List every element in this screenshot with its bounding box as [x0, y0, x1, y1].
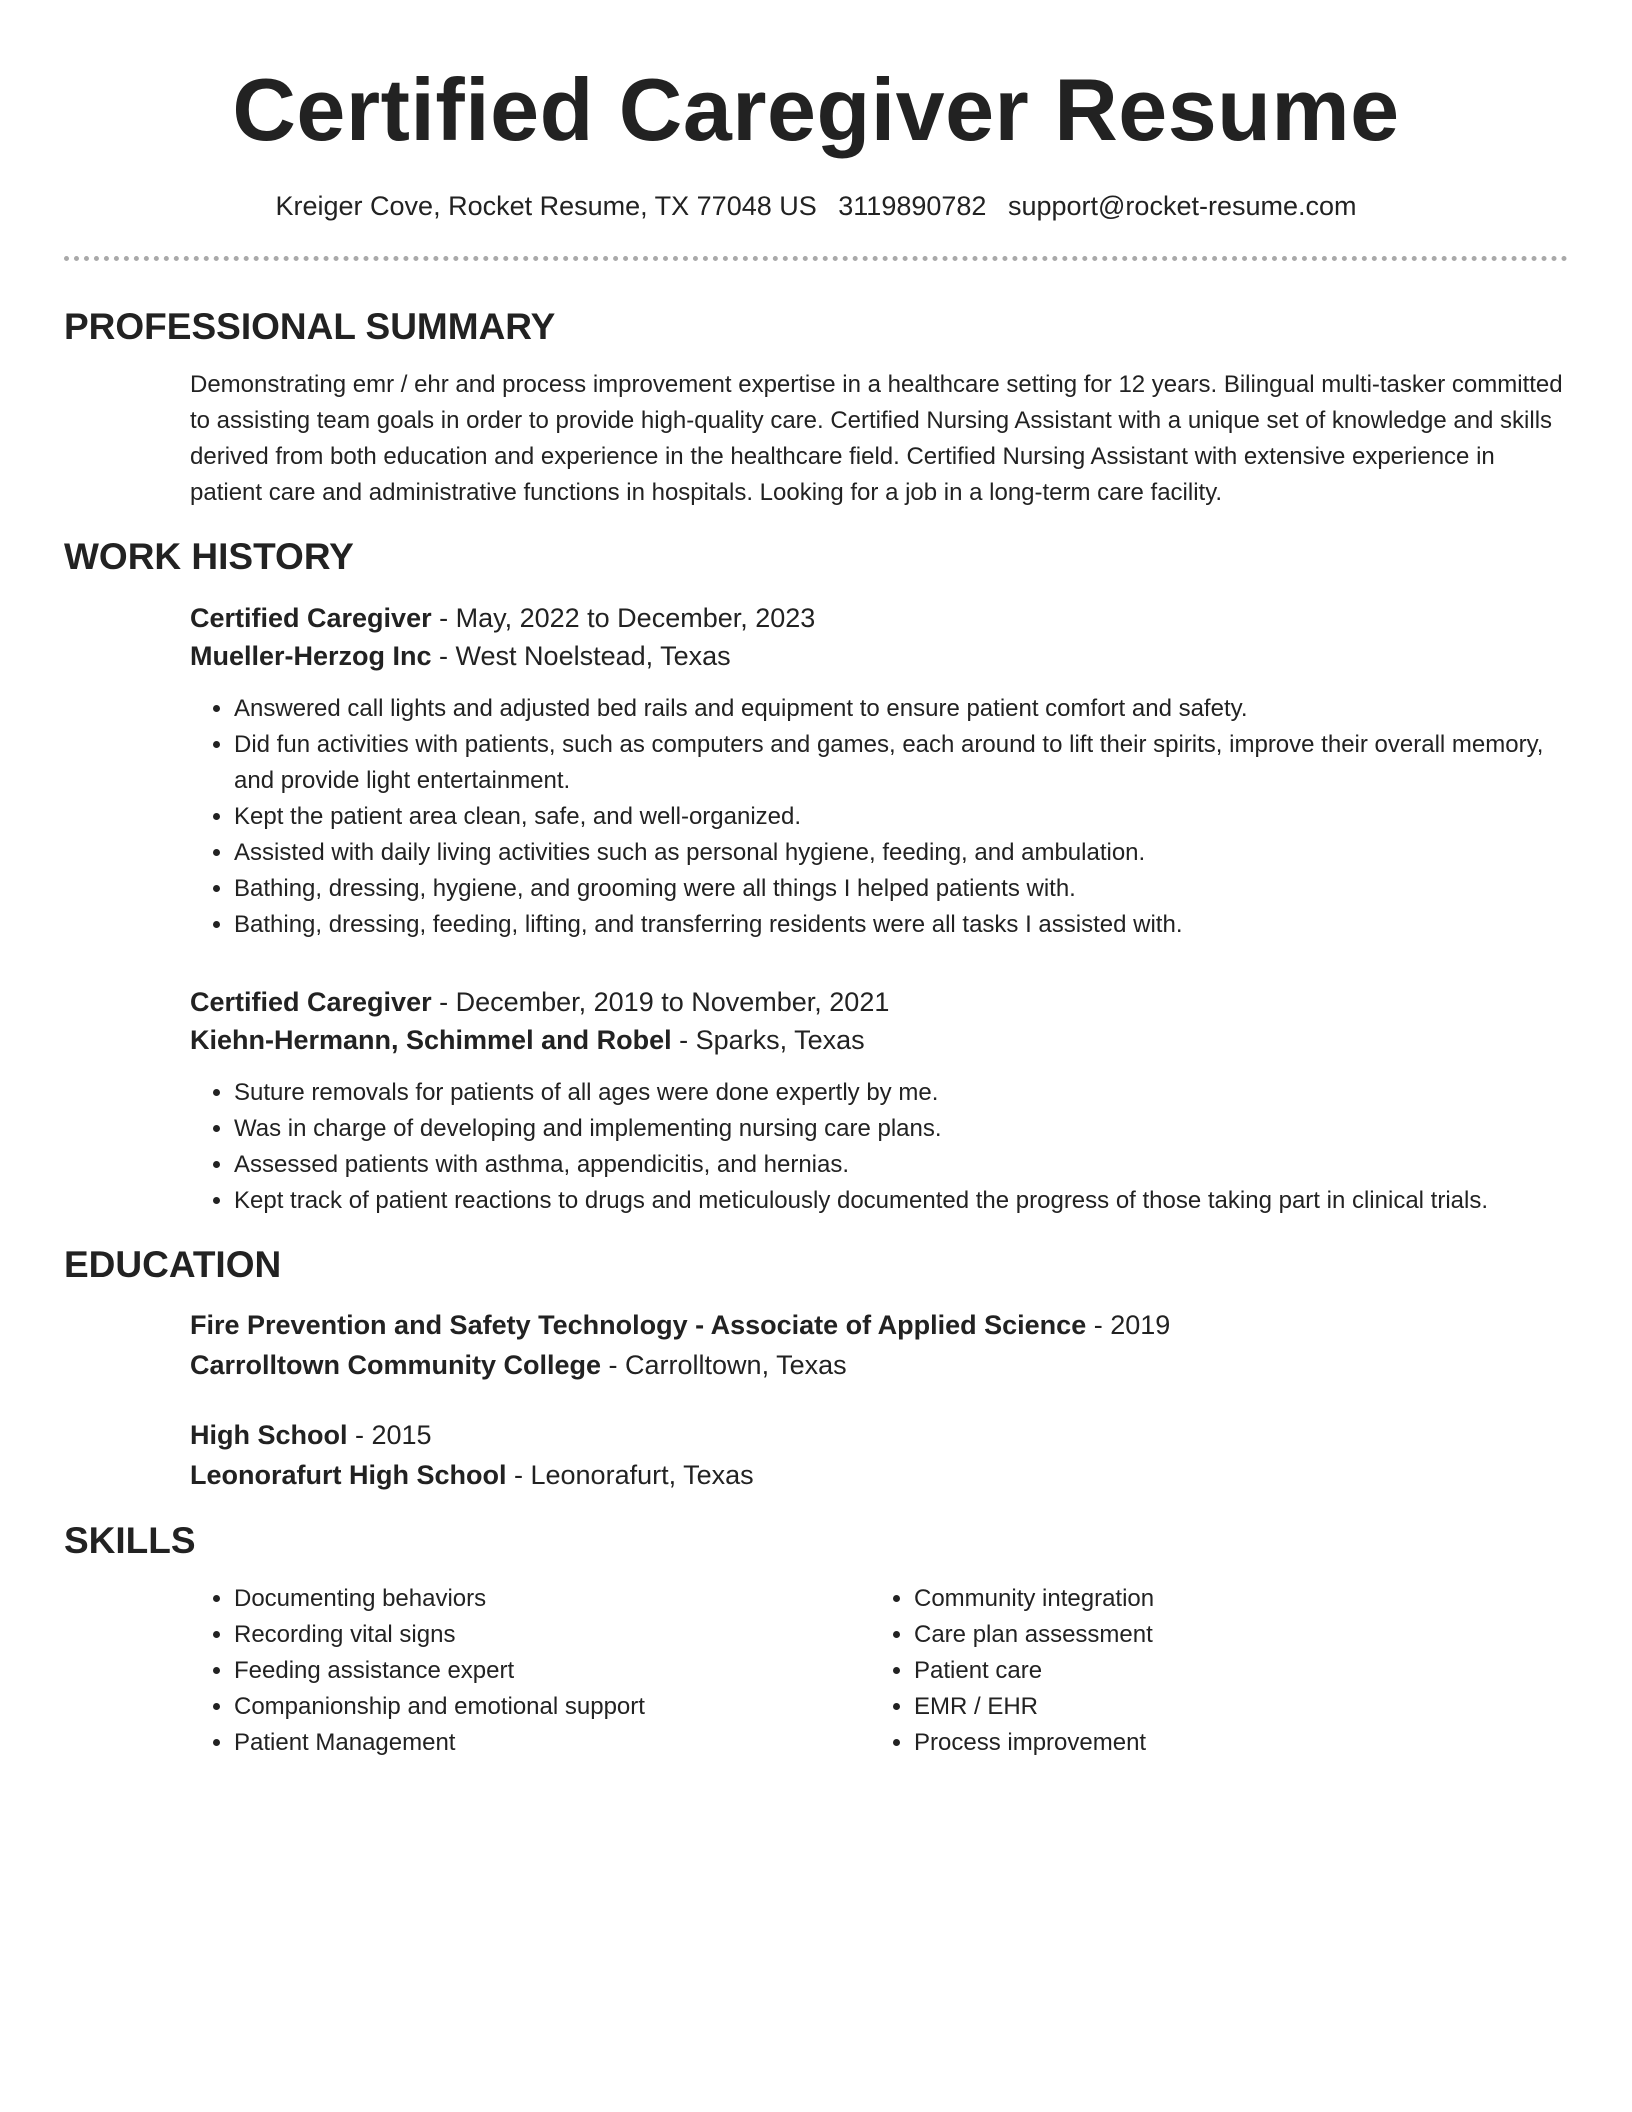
job-title-line [190, 599, 1568, 637]
summary-section [64, 305, 1568, 511]
education-year: - 2015 [347, 1420, 432, 1450]
skill-item: • Community integration [914, 1581, 1550, 1617]
skill-item: • Care plan assessment [914, 1617, 1550, 1653]
job-bullet: • Kept track of patient reactions to drugs and meticulously documented the progress of those taking part in clinical trials. [234, 1183, 1568, 1219]
job-bullet: • Bathing, dressing, hygiene, and grooming were all things I helped patients with. [234, 871, 1568, 907]
contact-line [64, 190, 1568, 222]
job-title: Certified Caregiver [190, 603, 432, 633]
job-bullet: • Answered call lights and adjusted bed rails and equipment to ensure patient comfort and safety. [234, 691, 1568, 727]
skills-list-left [190, 1581, 870, 1761]
skill-item: • EMR / EHR [914, 1689, 1550, 1725]
job-title: Certified Caregiver [190, 987, 432, 1017]
job-company: Mueller-Herzog Inc [190, 641, 432, 671]
job-dates: - May, 2022 to December, 2023 [431, 603, 816, 633]
job-company: Kiehn-Hermann, Schimmel and Robel [190, 1025, 672, 1055]
skill-item: • Patient care [914, 1653, 1550, 1689]
skill-item: • Process improvement [914, 1725, 1550, 1761]
education-location: - Carrolltown, Texas [601, 1350, 847, 1380]
skills-column-left [190, 1581, 870, 1761]
resume-title: Certified Caregiver Resume [232, 60, 1400, 159]
skill-item: • Patient Management [234, 1725, 870, 1761]
job-bullet: • Assessed patients with asthma, appendicitis, and hernias. [234, 1147, 1568, 1183]
contact-address: Kreiger Cove, Rocket Resume, TX 77048 US [275, 191, 817, 221]
education-degree: High School [190, 1420, 348, 1450]
job-title-line [190, 983, 1568, 1021]
work-section [64, 535, 1568, 1219]
skill-item: • Companionship and emotional support [234, 1689, 870, 1725]
education-entry [190, 1415, 1568, 1495]
job-bullet: • Assisted with daily living activities such as personal hygiene, feeding, and ambulation. [234, 835, 1568, 871]
education-school-line [190, 1345, 1568, 1385]
education-degree: Fire Prevention and Safety Technology - Associate of Applied Science [190, 1310, 1087, 1340]
education-school: Carrolltown Community College [190, 1350, 602, 1380]
header-divider [64, 256, 1568, 261]
job-entry [190, 983, 1568, 1219]
education-degree-line [190, 1305, 1568, 1345]
job-bullet: • Did fun activities with patients, such as computers and games, each around to lift their spirits, improve their overall memory, and provide light entertainment. [234, 727, 1568, 799]
job-bullets [190, 691, 1568, 943]
contact-phone: 3119890782 [838, 191, 987, 221]
summary-text: Demonstrating emr / ehr and process improvement expertise in a healthcare setting for 12 years. Bilingual multi-tasker committed to assisting team goals in order to provide high-quality care. Certified Nursing Assistant with a unique set of knowledge and skills derived from both education and experience in the healthcare field. Certified Nursing Assistant with extensive experience in patient care and administrative functions in hospitals. Looking for a job in a long-term care facility. [190, 371, 1563, 506]
education-degree-line [190, 1415, 1568, 1455]
education-entry [190, 1305, 1568, 1385]
skill-item: • Documenting behaviors [234, 1581, 870, 1617]
job-entry [190, 599, 1568, 943]
contact-email: support@rocket-resume.com [1007, 191, 1357, 221]
job-bullets [190, 1075, 1568, 1219]
job-company-line [190, 637, 1568, 675]
job-dates: - December, 2019 to November, 2021 [431, 987, 890, 1017]
job-bullet: • Bathing, dressing, feeding, lifting, and transferring residents were all tasks I assisted with. [234, 907, 1568, 943]
skill-item: • Feeding assistance expert [234, 1653, 870, 1689]
skills-column-right [870, 1581, 1550, 1761]
education-year: - 2019 [1086, 1310, 1171, 1340]
job-location: - West Noelstead, Texas [431, 641, 731, 671]
education-school: Leonorafurt High School [190, 1460, 507, 1490]
job-company-line [190, 1021, 1568, 1059]
section-heading-skills: SKILLS [64, 1520, 196, 1561]
section-heading-summary: PROFESSIONAL SUMMARY [64, 306, 556, 347]
education-location: - Leonorafurt, Texas [506, 1460, 754, 1490]
job-bullet: • Suture removals for patients of all ages were done expertly by me. [234, 1075, 1568, 1111]
resume-page [64, 0, 1568, 1761]
section-heading-education: EDUCATION [64, 1244, 282, 1285]
job-bullet: • Was in charge of developing and implementing nursing care plans. [234, 1111, 1568, 1147]
section-heading-work: WORK HISTORY [64, 536, 354, 577]
skills-list-right [870, 1581, 1550, 1761]
skill-item: • Recording vital signs [234, 1617, 870, 1653]
skills-columns [190, 1581, 1568, 1761]
job-location: - Sparks, Texas [671, 1025, 865, 1055]
education-section [64, 1243, 1568, 1495]
education-school-line [190, 1455, 1568, 1495]
skills-section [64, 1519, 1568, 1761]
job-bullet: • Kept the patient area clean, safe, and well-organized. [234, 799, 1568, 835]
